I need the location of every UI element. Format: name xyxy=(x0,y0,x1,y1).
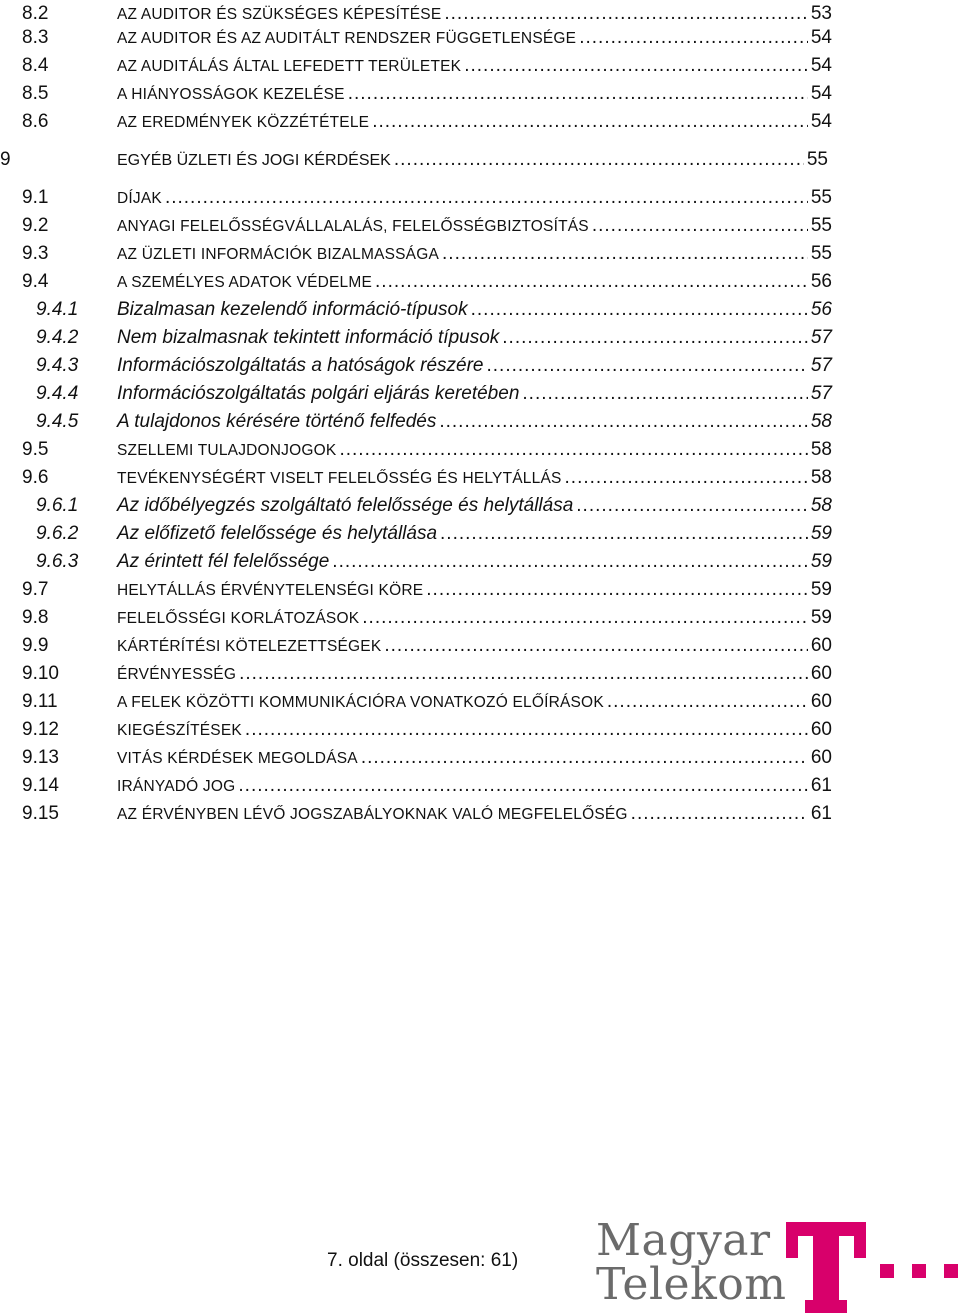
toc-leader-dots xyxy=(339,436,807,463)
toc-entry-page: 53 xyxy=(810,3,832,24)
logo-digit-square-2 xyxy=(912,1264,926,1278)
toc-entry[interactable] xyxy=(0,324,832,351)
toc-entry-number: 9.6.2 xyxy=(36,523,79,544)
toc-entry-title: AZ AUDITOR ÉS AZ AUDITÁLT RENDSZER FÜGGETLENSÉGE xyxy=(117,30,577,47)
toc-entry-page: 57 xyxy=(810,355,832,376)
toc-entry-title: FELELŐSSÉGI KORLÁTOZÁSOK xyxy=(117,610,360,627)
toc-entry-title: IRÁNYADÓ JOG xyxy=(117,778,236,795)
toc-entry[interactable] xyxy=(0,520,832,547)
toc-entry-title: AZ ÜZLETI INFORMÁCIÓK BIZALMASSÁGA xyxy=(117,246,440,263)
toc-entry-title: A FELEK KÖZÖTTI KOMMUNIKÁCIÓRA VONATKOZÓ ELŐÍRÁSOK xyxy=(117,694,604,711)
toc-entry[interactable] xyxy=(0,212,832,239)
toc-entry-title: A HIÁNYOSSÁGOK KEZELÉSE xyxy=(117,86,345,103)
toc-entry-number: 9.6.3 xyxy=(36,551,79,572)
toc-entry-title: VITÁS KÉRDÉSEK MEGOLDÁSA xyxy=(117,750,358,767)
toc-entry-number: 8.3 xyxy=(22,27,49,48)
toc-entry-title: KÁRTÉRÍTÉSI KÖTELEZETTSÉGEK xyxy=(117,638,382,655)
logo-line-1: Magyar xyxy=(596,1215,771,1266)
toc-entry-page: 58 xyxy=(810,411,832,432)
toc-leader-dots xyxy=(361,744,808,771)
toc-entry[interactable] xyxy=(0,146,828,173)
toc-entry-page: 59 xyxy=(810,551,832,572)
toc-entry-title: Az időbélyegzés szolgáltató felelőssége és helytállása xyxy=(117,495,574,516)
toc-leader-dots xyxy=(631,800,808,827)
toc-entry-number: 9.4.4 xyxy=(36,383,79,404)
toc-entry-title: EGYÉB ÜZLETI ÉS JOGI KÉRDÉSEK xyxy=(117,152,391,169)
toc-entry-page: 56 xyxy=(810,299,832,320)
toc-entry-number: 8.2 xyxy=(22,3,49,24)
toc-entry-title: AZ AUDITOR ÉS SZÜKSÉGES KÉPESÍTÉSE xyxy=(117,6,442,23)
toc-entry[interactable] xyxy=(0,184,832,211)
toc-entry-title: AZ ÉRVÉNYBEN LÉVŐ JOGSZABÁLYOKNAK VALÓ MEGFELELŐSÉG xyxy=(117,806,628,823)
toc-entry-number: 9.4.5 xyxy=(36,411,79,432)
toc-leader-dots xyxy=(384,632,807,659)
toc-entry-title: A tulajdonos kérésére történő felfedés xyxy=(117,411,437,432)
toc-leader-dots xyxy=(332,548,808,575)
company-logo-text xyxy=(596,1215,787,1310)
toc-entry-title: SZELLEMI TULAJDONJOGOK xyxy=(117,442,337,459)
toc-leader-dots xyxy=(607,688,808,715)
toc-entry-number: 9.4.2 xyxy=(36,327,79,348)
toc-entry-page: 60 xyxy=(810,691,832,712)
toc-entry-page: 60 xyxy=(810,663,832,684)
toc-entry-page: 59 xyxy=(810,523,832,544)
toc-leader-dots xyxy=(375,268,808,295)
toc-leader-dots xyxy=(239,660,808,687)
toc-leader-dots xyxy=(592,212,808,239)
toc-entry-page: 58 xyxy=(810,495,832,516)
toc-entry-page: 54 xyxy=(810,55,832,76)
toc-entry-title: AZ AUDITÁLÁS ÁLTAL LEFEDETT TERÜLETEK xyxy=(117,58,462,75)
toc-entry[interactable] xyxy=(0,464,832,491)
toc-entry[interactable] xyxy=(0,800,832,827)
toc-entry-title: A SZEMÉLYES ADATOK VÉDELME xyxy=(117,274,373,291)
toc-leader-dots xyxy=(522,380,807,407)
toc-entry-page: 60 xyxy=(810,635,832,656)
toc-entry-page: 60 xyxy=(810,747,832,768)
toc-leader-dots xyxy=(471,296,808,323)
toc-entry[interactable] xyxy=(0,632,832,659)
toc-entry[interactable] xyxy=(0,240,832,267)
toc-entry-title: AZ EREDMÉNYEK KÖZZÉTÉTELE xyxy=(117,114,370,131)
toc-leader-dots xyxy=(372,108,808,135)
toc-entry-title: Az előfizető felelőssége és helytállása xyxy=(117,523,438,544)
toc-entry-page: 55 xyxy=(810,215,832,236)
toc-entry-page: 54 xyxy=(810,83,832,104)
toc-leader-dots xyxy=(502,324,808,351)
toc-entry-number: 9.1 xyxy=(22,187,49,208)
toc-entry-number: 9.7 xyxy=(22,579,49,600)
toc-entry-number: 9.11 xyxy=(22,691,58,712)
toc-entry-title: ANYAGI FELELŐSSÉGVÁLLALALÁS, FELELŐSSÉGBIZTOSÍTÁS xyxy=(117,218,589,235)
toc-leader-dots xyxy=(576,492,808,519)
telekom-t-logo-icon xyxy=(786,1222,866,1313)
toc-entry[interactable] xyxy=(0,436,832,463)
toc-leader-dots xyxy=(439,408,808,435)
toc-entry-number: 9.2 xyxy=(22,215,49,236)
toc-entry-number: 9.14 xyxy=(22,775,59,796)
toc-entry-number: 9 xyxy=(0,149,11,170)
toc-leader-dots xyxy=(165,184,808,211)
toc-leader-dots xyxy=(579,24,808,51)
toc-entry-title: TEVÉKENYSÉGÉRT VISELT FELELŐSSÉG ÉS HELYTÁLLÁS xyxy=(117,470,562,487)
toc-entry-page: 55 xyxy=(810,243,832,264)
toc-entry[interactable] xyxy=(0,492,832,519)
toc-entry[interactable] xyxy=(0,604,832,631)
logo-digit-square-1 xyxy=(880,1264,894,1278)
toc-leader-dots xyxy=(348,80,808,107)
toc-entry-number: 8.6 xyxy=(22,111,49,132)
toc-entry-title: KIEGÉSZÍTÉSEK xyxy=(117,722,242,739)
toc-entry[interactable] xyxy=(0,24,832,51)
toc-leader-dots xyxy=(486,352,807,379)
toc-entry-page: 57 xyxy=(810,327,832,348)
toc-entry-number: 9.12 xyxy=(22,719,59,740)
toc-entry-title: HELYTÁLLÁS ÉRVÉNYTELENSÉGI KÖRE xyxy=(117,582,424,599)
toc-entry[interactable] xyxy=(0,576,832,603)
toc-leader-dots xyxy=(426,576,808,603)
toc-entry-number: 9.13 xyxy=(22,747,59,768)
toc-leader-dots xyxy=(444,0,808,27)
page-number-footer: 7. oldal (összesen: 61) xyxy=(327,1250,519,1271)
toc-entry-page: 55 xyxy=(810,187,832,208)
toc-entry-number: 9.9 xyxy=(22,635,49,656)
toc-entry-page: 54 xyxy=(810,111,832,132)
toc-entry-number: 9.3 xyxy=(22,243,49,264)
toc-leader-dots xyxy=(394,146,804,173)
toc-entry-number: 8.4 xyxy=(22,55,49,76)
toc-entry-title: DÍJAK xyxy=(117,190,162,207)
toc-entry[interactable] xyxy=(0,352,832,379)
toc-entry-number: 9.8 xyxy=(22,607,49,628)
toc-entry[interactable] xyxy=(0,716,832,743)
toc-leader-dots xyxy=(464,52,808,79)
toc-entry-number: 9.10 xyxy=(22,663,59,684)
toc-entry-number: 8.5 xyxy=(22,83,49,104)
toc-entry-number: 9.4.1 xyxy=(36,299,79,320)
toc-entry-title: Nem bizalmasnak tekintett információ típusok xyxy=(117,327,500,348)
toc-entry-page: 59 xyxy=(810,579,832,600)
toc-leader-dots xyxy=(565,464,808,491)
toc-entry-page: 60 xyxy=(810,719,832,740)
toc-entry[interactable] xyxy=(0,108,832,135)
toc-entry-page: 59 xyxy=(810,607,832,628)
toc-entry-number: 9.6 xyxy=(22,467,49,488)
toc-entry-page: 56 xyxy=(810,271,832,292)
toc-leader-dots xyxy=(238,772,807,799)
toc-entry-page: 58 xyxy=(810,467,832,488)
toc-entry-number: 9.6.1 xyxy=(36,495,79,516)
toc-entry-page: 61 xyxy=(810,803,832,824)
toc-leader-dots xyxy=(245,716,808,743)
toc-entry[interactable] xyxy=(0,688,832,715)
toc-leader-dots xyxy=(440,520,808,547)
toc-entry-page: 54 xyxy=(810,27,832,48)
logo-digit-square-3 xyxy=(944,1264,958,1278)
toc-entry-title: Információszolgáltatás polgári eljárás keretében xyxy=(117,383,520,404)
toc-entry[interactable] xyxy=(0,660,832,687)
toc-entry[interactable] xyxy=(0,408,832,435)
toc-entry-page: 57 xyxy=(810,383,832,404)
toc-entry-page: 61 xyxy=(810,775,832,796)
logo-line-2: Telekom xyxy=(596,1259,787,1310)
toc-entry-page: 55 xyxy=(806,149,828,170)
toc-entry-title: Információszolgáltatás a hatóságok részére xyxy=(117,355,484,376)
toc-entry[interactable] xyxy=(0,772,832,799)
toc-entry[interactable] xyxy=(0,380,832,407)
toc-entry-title: ÉRVÉNYESSÉG xyxy=(117,666,237,683)
toc-entry-number: 9.4.3 xyxy=(36,355,79,376)
toc-entry-number: 9.4 xyxy=(22,271,49,292)
toc-entry[interactable] xyxy=(0,744,832,771)
toc-entry[interactable] xyxy=(0,80,832,107)
toc-entry[interactable] xyxy=(0,268,832,295)
toc-entry-title: Bizalmasan kezelendő információ-típusok xyxy=(117,299,468,320)
toc-leader-dots xyxy=(362,604,808,631)
toc-entry[interactable] xyxy=(0,296,832,323)
toc-entry-title: Az érintett fél felelőssége xyxy=(117,551,330,572)
toc-entry[interactable] xyxy=(0,548,832,575)
toc-entry-number: 9.5 xyxy=(22,439,49,460)
toc-entry-number: 9.15 xyxy=(22,803,59,824)
toc-entry[interactable] xyxy=(0,52,832,79)
toc-entry-page: 58 xyxy=(810,439,832,460)
toc-leader-dots xyxy=(442,240,808,267)
toc-entry[interactable] xyxy=(0,0,832,27)
